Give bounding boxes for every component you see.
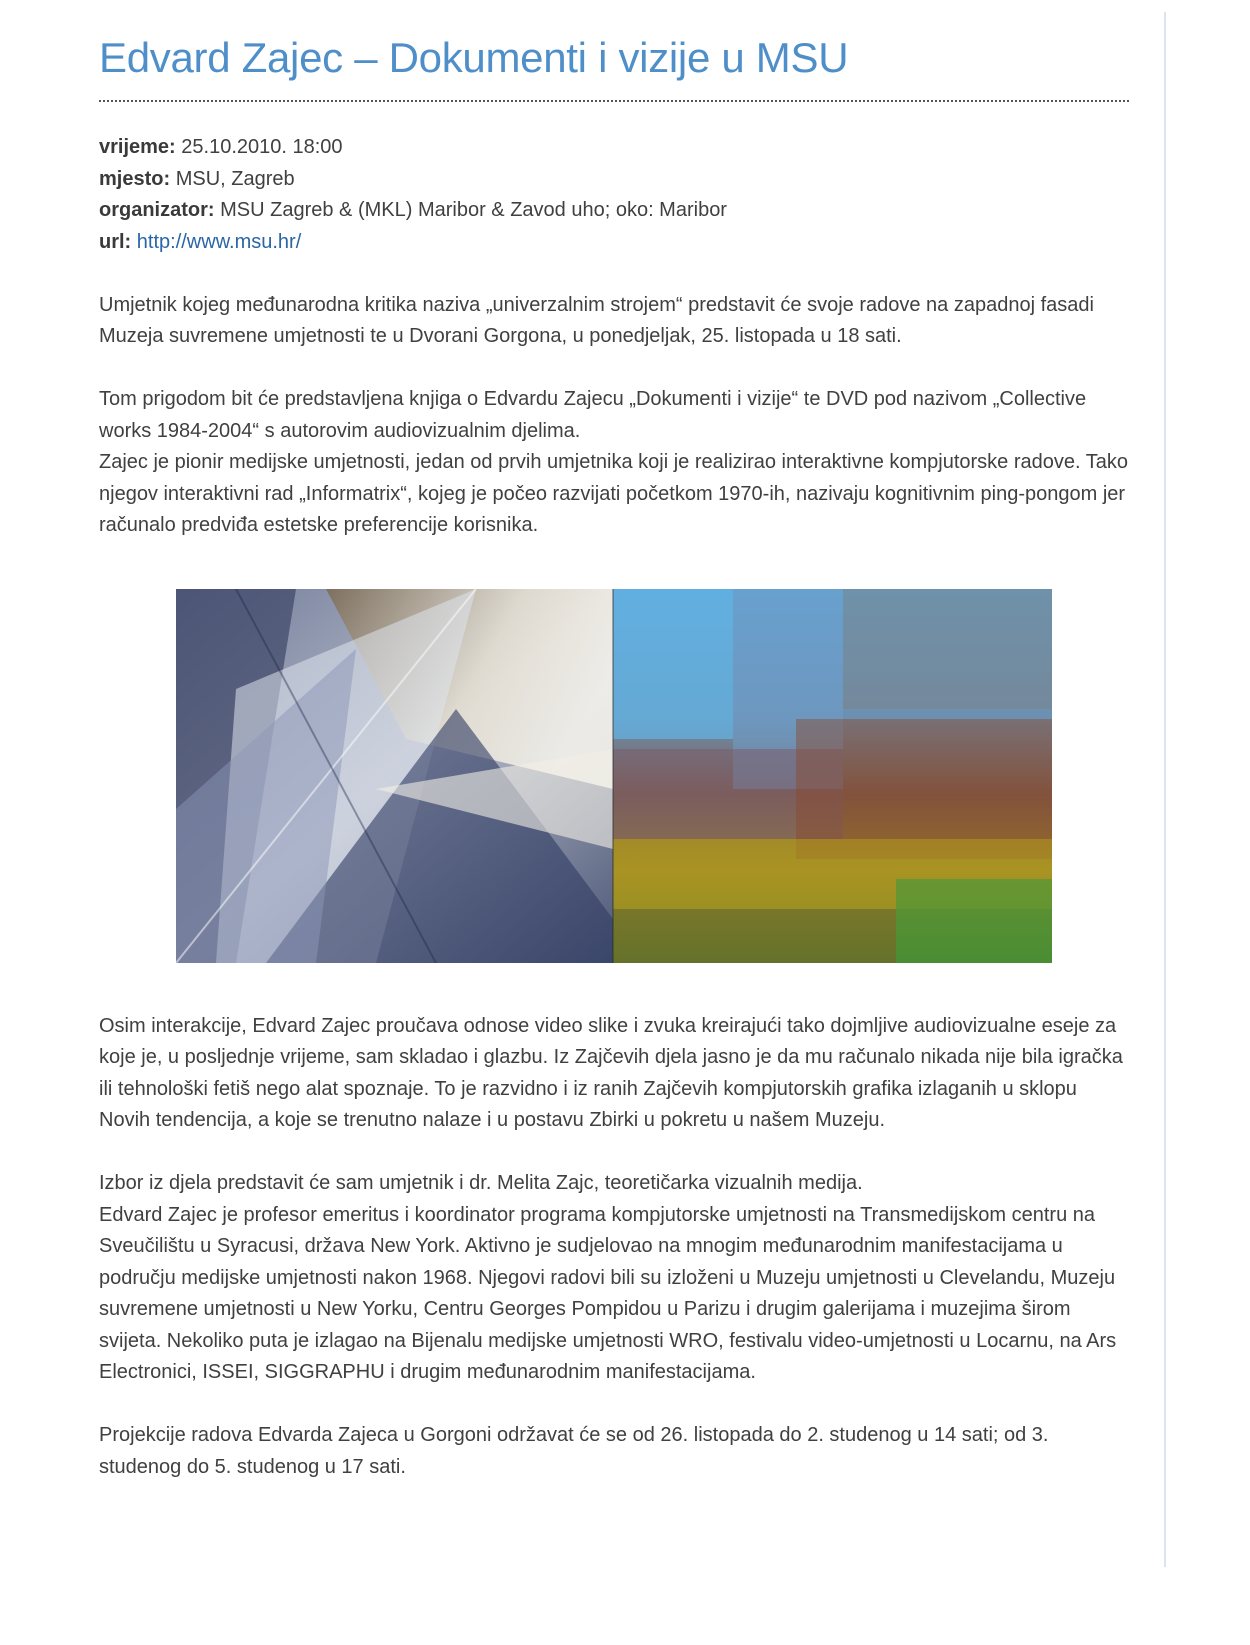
spacer [99, 1389, 1129, 1421]
meta-url-label: url: [99, 230, 132, 253]
paragraph-pioneer: Zajec je pionir medijske umjetnosti, jedan od prvih umjetnika koji je realizirao interaktivne kompjutorske radove. Tako njegov interaktivni rad „Informatrix“, kojeg je počeo razvijati početkom 1970-ih, nazivaju kognitivnim ping-pongom jer računalo predviđa estetske preferencije korisnika. [99, 451, 1129, 536]
page-right-border [1164, 12, 1166, 1567]
meta-url-link[interactable]: http://www.msu.hr/ [136, 230, 302, 253]
paragraph-book: Tom prigodom bit će predstavljena knjiga o Edvardu Zajecu „Dokumenti i vizije“ te DVD pod nazivom „Collective works 1984-2004“ s autorovim audiovizualnim djelima. [99, 388, 1087, 442]
meta-time [99, 132, 1129, 164]
spacer [99, 353, 1129, 385]
paragraph-projections: Projekcije radova Edvarda Zajeca u Gorgoni održavat će se od 26. listopada do 2. studenog u 14 sati; od 3. studenog do 5. studenog u 17 sati. [99, 1424, 1049, 1478]
meta-organizer-label: organizator: [99, 199, 215, 221]
paragraph-selection: Izbor iz djela predstavit će sam umjetnik i dr. Melita Zajc, teoretičarka vizualnih medija. [99, 1172, 863, 1194]
meta-place-value: MSU, Zagreb [175, 167, 295, 190]
article [99, 30, 1129, 1483]
event-meta [99, 132, 1129, 258]
spacer [99, 963, 1129, 1011]
meta-organizer [99, 195, 1129, 227]
paragraph-biography: Edvard Zajec je profesor emeritus i koordinator programa kompjutorske umjetnosti na Transmedijskom centru na Sveučilištu u Syracusi, država New York. Aktivno je sudjelovao na mnogim međunarodnim manifestacijama u području medijske umjetnosti nakon 1968. Njegovi radovi bili su izloženi u Muzeju umjetnosti u Clevelandu, Muzeju suvremene umjetnosti u New Yorku, Centru Georges Pompidou u Parizu i drugim galerijama i muzejima širom svijeta. Nekoliko puta je izlagao na Bijenalu medijske umjetnosti WRO, festivalu video-umjetnosti u Locarnu, na Ars Electronici, ISSEI, SIGGRAPHU i drugim međunarodnim manifestacijama. [99, 1203, 1117, 1383]
page-title: Edvard Zajec – Dokumenti i vizije u MSU [99, 34, 849, 81]
meta-time-label: vrijeme: [99, 136, 176, 158]
paragraph-intro: Umjetnik kojeg međunarodna kritika naziva „univerzalnim strojem“ predstavit će svoje radove na zapadnoj fasadi Muzeja suvremene umjetnosti te u Dvorani Gorgona, u ponedjeljak, 25. listopada u 18 sati. [99, 293, 1094, 347]
meta-place-label: mjesto: [99, 167, 171, 190]
artwork-image [176, 589, 1052, 963]
spacer [99, 258, 1129, 290]
spacer [99, 1137, 1129, 1169]
artwork-illustration [176, 589, 1052, 963]
meta-url [99, 227, 1129, 259]
meta-time-value: 25.10.2010. 18:00 [181, 136, 343, 158]
meta-organizer-value: MSU Zagreb & (MKL) Maribor & Zavod uho; oko: Maribor [220, 199, 727, 221]
paragraph-interaction: Osim interakcije, Edvard Zajec proučava odnose video slike i zvuka kreirajući tako dojmljive audiovizualne eseje za koje je, u posljednje vrijeme, sam skladao i glazbu. Iz Zajčevih djela jasno je da mu računalo nikada nije bila igračka ili tehnološki fetiš nego alat spoznaje. To je razvidno i iz ranih Zajčevih kompjutorskih grafika izlaganih u sklopu Novih tendencija, a koje se trenutno nalaze i u postavu Zbirki u pokretu u našem Muzeju. [99, 1014, 1123, 1131]
title-divider [99, 100, 1129, 102]
meta-place [99, 164, 1129, 196]
